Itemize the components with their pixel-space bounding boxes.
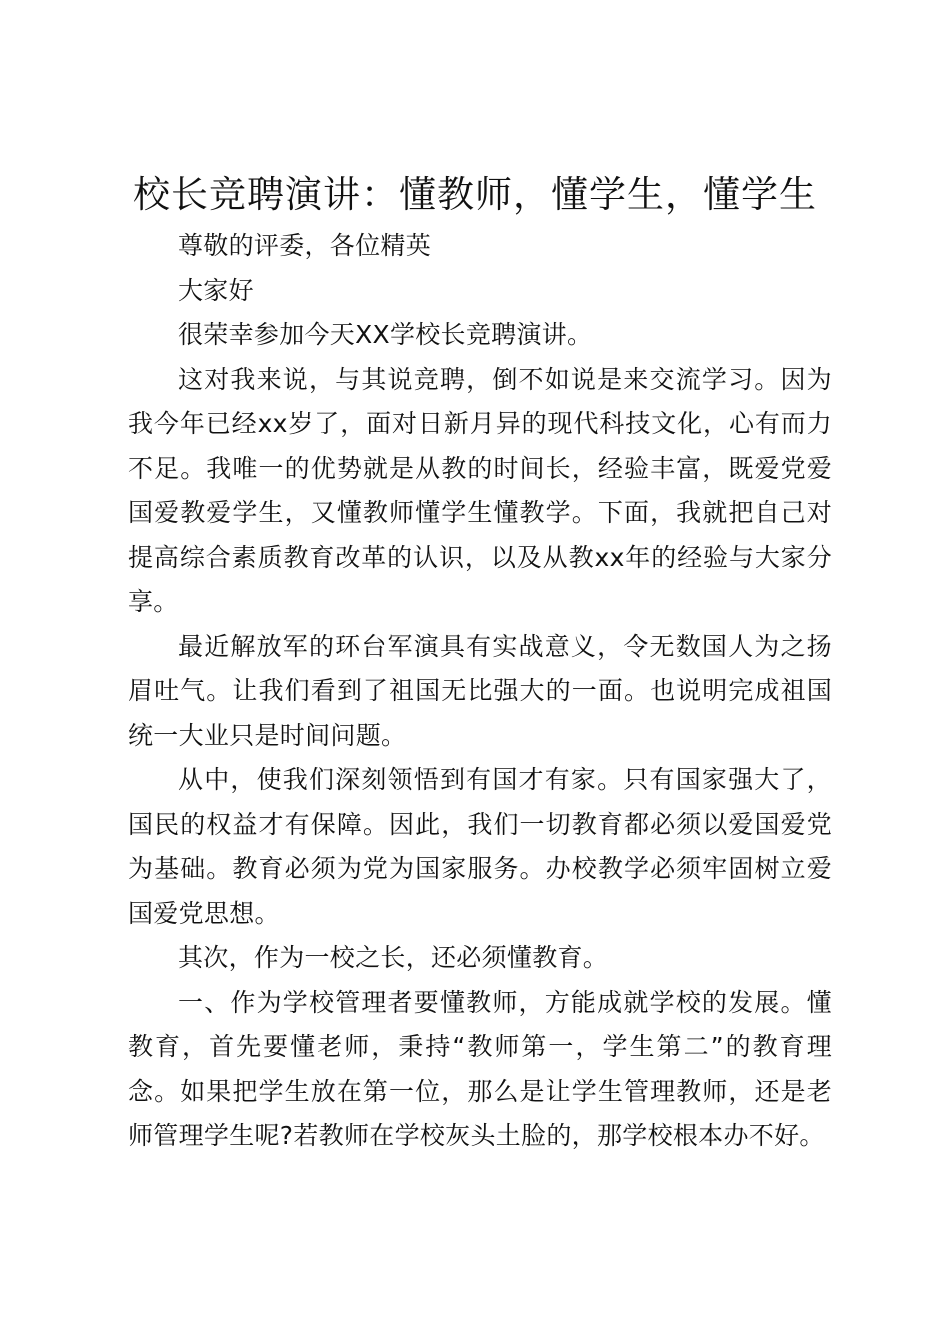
document-body bbox=[128, 224, 832, 1159]
paragraph-intro: 很荣幸参加今天XX学校长竞聘演讲。 bbox=[178, 320, 593, 349]
paragraph-self-introduction: 这对我来说，与其说竞聘，倒不如说是来交流学习。因为我今年已经xx岁了，面对日新月异的现代科技文化，心有而力不足。我唯一的优势就是从教的时间长，经验丰富，既爱党爱国爱教爱学生，又懂教师懂学生懂教学。下面，我就把自己对提高综合素质教育改革的认识，以及从教xx年的经验与大家分享。 bbox=[128, 364, 832, 616]
paragraph-salutation: 尊敬的评委，各位精英 bbox=[178, 231, 432, 260]
document-title: 校长竞聘演讲：懂教师，懂学生，懂学生 bbox=[133, 173, 817, 216]
paragraph-patriotism: 从中，使我们深刻领悟到有国才有家。只有国家强大了，国民的权益才有保障。因此，我们一切教育都必须以爱国爱党为基础。教育必须为党为国家服务。办校教学必须牢固树立爱国爱党思想。 bbox=[128, 765, 832, 928]
paragraph-understand-teachers: 一、作为学校管理者要懂教师，方能成就学校的发展。懂教育，首先要懂老师，秉持“教师第一，学生第二”的教育理念。如果把学生放在第一位，那么是让学生管理教师，还是老师管理学生呢?若教师在学校灰头土脸的，那学校根本办不好。 bbox=[128, 987, 832, 1150]
paragraph-military-exercise: 最近解放军的环台军演具有实战意义，令无数国人为之扬眉吐气。让我们看到了祖国无比强大的一面。也说明完成祖国统一大业只是时间问题。 bbox=[128, 631, 832, 750]
paragraph-understand-education: 其次，作为一校之长，还必须懂教育。 bbox=[178, 943, 609, 972]
paragraph-greeting: 大家好 bbox=[178, 275, 254, 305]
